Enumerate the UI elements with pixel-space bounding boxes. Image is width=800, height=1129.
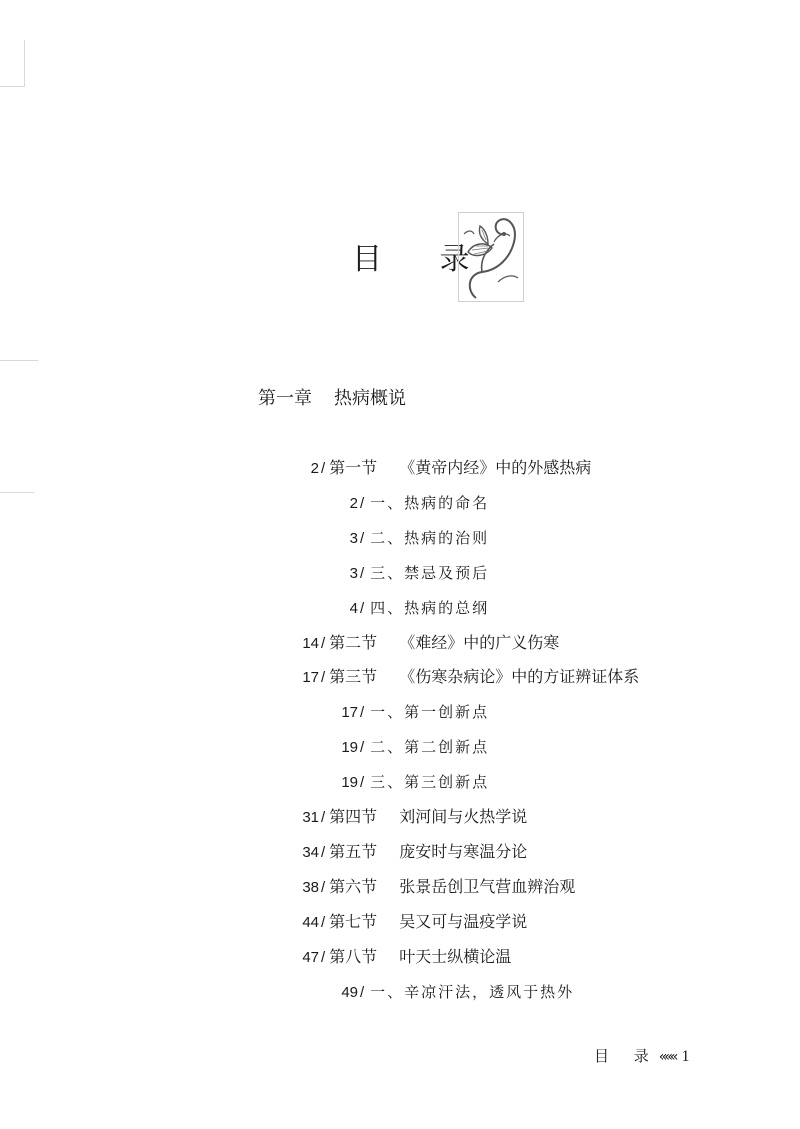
- toc-section-number: 第二节: [329, 633, 378, 652]
- toc-entry-title: 一、辛凉汗法，透风于热外: [370, 983, 575, 1001]
- toc-page-number: 19: [341, 774, 358, 791]
- toc-entry-title: 四、热病的总纲: [370, 599, 490, 617]
- toc-entry-title: 三、禁忌及预后: [370, 564, 490, 582]
- edge-mark-top: [24, 40, 25, 86]
- toc-section-entry: [285, 456, 591, 480]
- toc-separator: /: [360, 739, 367, 756]
- toc-separator: /: [321, 460, 326, 477]
- toc-entry-title: 张景岳创卫气营血辨治观: [399, 877, 576, 896]
- toc-subsection-entry: [322, 596, 489, 620]
- toc-separator: /: [321, 879, 326, 896]
- toc-separator: /: [360, 600, 367, 617]
- toc-entry-title: 叶天士纵横论温: [399, 947, 512, 966]
- toc-section-entry: [285, 840, 527, 864]
- toc-page-number: 3: [349, 530, 358, 547]
- toc-section-entry: [285, 945, 511, 969]
- toc-entry-title: 二、第二创新点: [370, 738, 490, 756]
- toc-section-number: 第六节: [329, 877, 378, 896]
- toc-separator: /: [321, 635, 326, 652]
- toc-subsection-entry: [322, 700, 489, 724]
- toc-separator: /: [360, 565, 367, 582]
- toc-page-number: 14: [302, 635, 319, 652]
- page-title: 目 录: [352, 242, 494, 277]
- chapter-number: 第一章: [258, 388, 312, 409]
- footer-label: 目 录: [594, 1047, 659, 1065]
- page-footer: [594, 1044, 689, 1068]
- toc-page-number: 49: [341, 984, 358, 1001]
- toc-section-number: 第五节: [329, 842, 378, 861]
- chapter-name: 热病概说: [334, 388, 406, 409]
- toc-page-number: 34: [302, 844, 319, 861]
- toc-page-number: 4: [349, 600, 358, 617]
- toc-page-number: 19: [341, 739, 358, 756]
- toc-entry-title: 庞安时与寒温分论: [399, 842, 528, 861]
- toc-entry-title: 刘河间与火热学说: [399, 807, 528, 826]
- toc-separator: /: [360, 704, 367, 721]
- toc-section-number: 第四节: [329, 807, 378, 826]
- toc-separator: /: [360, 774, 367, 791]
- page-number: 1: [681, 1048, 690, 1065]
- toc-entry-title: 吴又可与温疫学说: [399, 912, 528, 931]
- edge-mark-middle: [0, 360, 38, 361]
- toc-subsection-entry: [322, 735, 489, 759]
- toc-subsection-entry: [322, 526, 489, 550]
- toc-separator: /: [321, 809, 326, 826]
- chapter-heading: [258, 386, 406, 412]
- toc-page-number: 2: [310, 460, 319, 477]
- toc-subsection-entry: [322, 980, 574, 1004]
- toc-page-number: 17: [302, 669, 319, 686]
- toc-subsection-entry: [322, 561, 489, 585]
- toc-section-number: 第八节: [329, 947, 378, 966]
- toc-subsection-entry: [322, 491, 489, 515]
- toc-separator: /: [321, 669, 326, 686]
- toc-section-number: 第一节: [329, 458, 378, 477]
- edge-mark-top-h: [0, 86, 25, 87]
- toc-section-entry: [285, 665, 639, 689]
- toc-section-entry: [285, 875, 575, 899]
- toc-page-number: 47: [302, 949, 319, 966]
- toc-page-number: 38: [302, 879, 319, 896]
- toc-section-entry: [285, 631, 559, 655]
- toc-entry-title: 二、热病的治则: [370, 529, 490, 547]
- toc-separator: /: [321, 844, 326, 861]
- toc-section-entry: [285, 805, 527, 829]
- toc-entry-title: 《难经》中的广义伤寒: [399, 633, 560, 652]
- toc-entry-title: 三、第三创新点: [370, 773, 490, 791]
- toc-section-number: 第三节: [329, 667, 378, 686]
- toc-subsection-entry: [322, 770, 489, 794]
- toc-section-number: 第七节: [329, 912, 378, 931]
- toc-page-number: 17: [341, 704, 358, 721]
- toc-entry-title: 《黄帝内经》中的外感热病: [399, 458, 592, 477]
- toc-section-entry: [285, 910, 527, 934]
- toc-separator: /: [360, 984, 367, 1001]
- toc-entry-title: 一、第一创新点: [370, 703, 490, 721]
- toc-page-number: 3: [349, 565, 358, 582]
- floral-ornament-icon: [458, 212, 524, 302]
- chevron-left-icon: «««: [658, 1049, 676, 1065]
- edge-mark-lower: [0, 492, 34, 493]
- toc-entry-title: 一、热病的命名: [370, 494, 490, 512]
- toc-separator: /: [321, 914, 326, 931]
- toc-separator: /: [321, 949, 326, 966]
- toc-separator: /: [360, 530, 367, 547]
- toc-page-number: 31: [302, 809, 319, 826]
- toc-page-number: 44: [302, 914, 319, 931]
- toc-page-number: 2: [349, 495, 358, 512]
- toc-entry-title: 《伤寒杂病论》中的方证辨证体系: [399, 667, 640, 686]
- toc-separator: /: [360, 495, 367, 512]
